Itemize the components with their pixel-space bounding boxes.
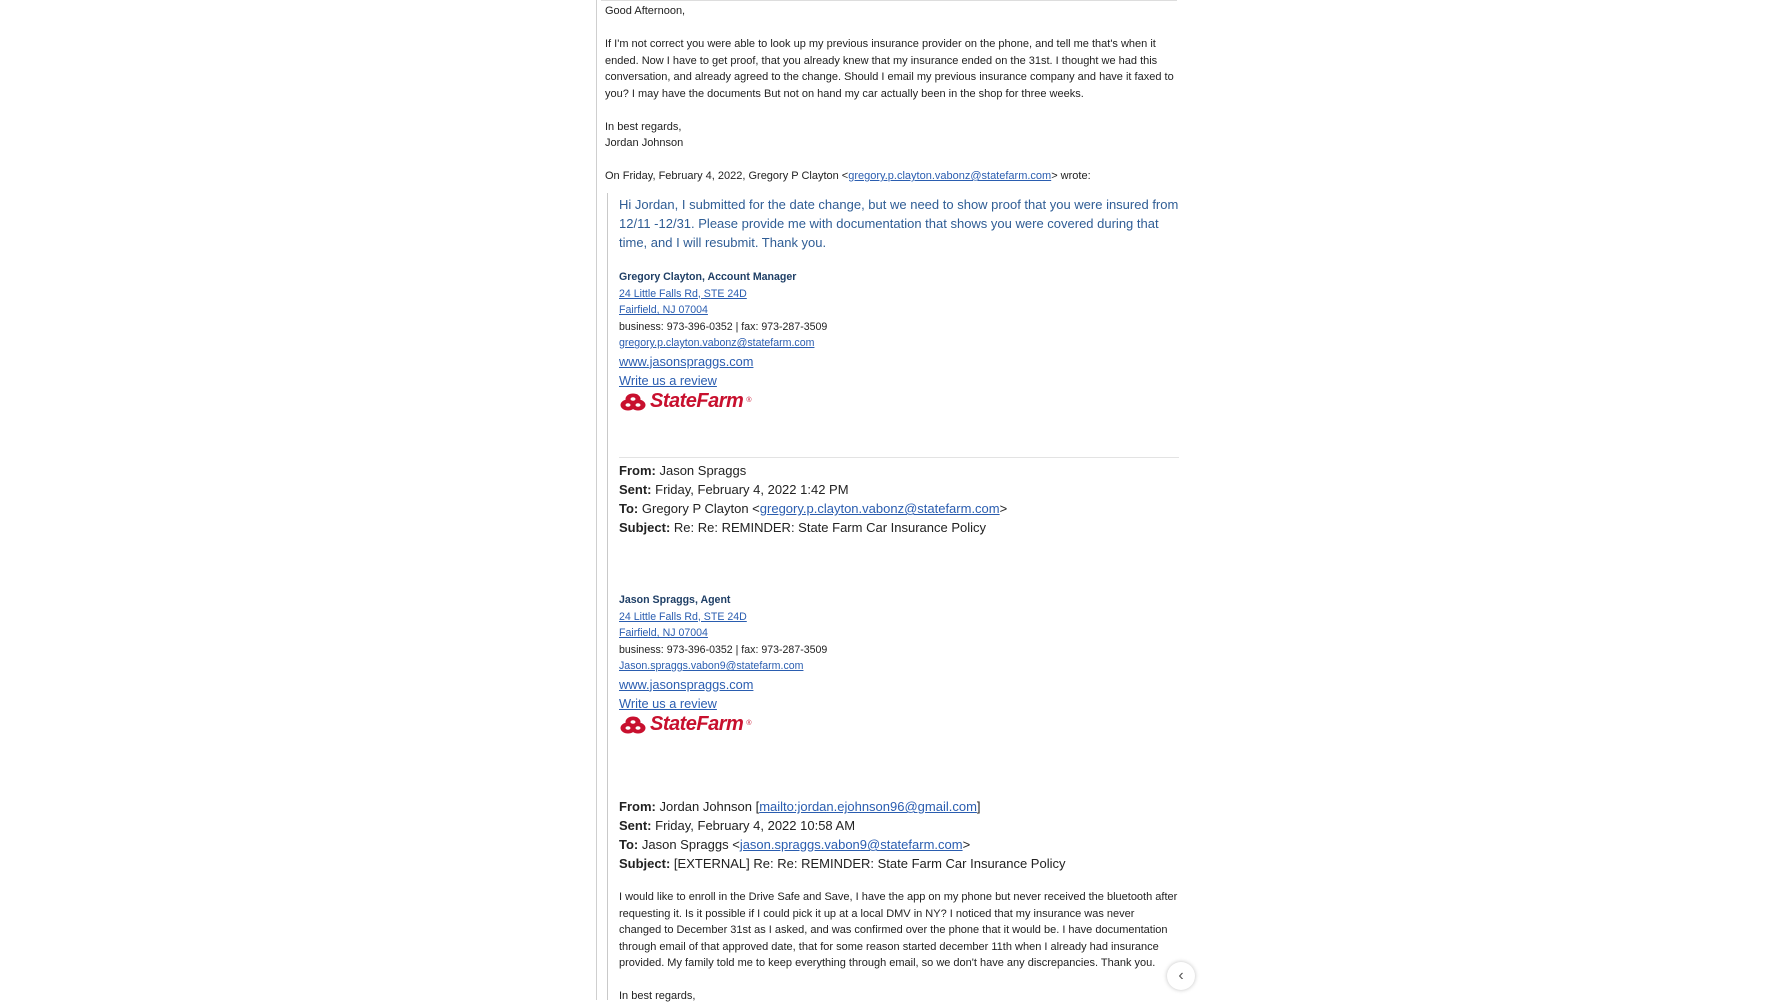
gregory-phones: business: 973-396-0352 | fax: 973-287-3509 bbox=[619, 320, 828, 333]
jason-from-line: From: Jason Spraggs bbox=[619, 463, 747, 478]
header-divider bbox=[619, 457, 1179, 458]
statefarm-logo-text: StateFarm bbox=[650, 713, 744, 736]
chevron-left-icon: ‹ bbox=[1178, 967, 1184, 984]
jason-to-line: To: Gregory P Clayton <gregory.p.clayton.vabonz@statefarm.com> bbox=[619, 501, 1008, 516]
jordan-to-email-link[interactable]: jason.spraggs.vabon9@statefarm.com bbox=[739, 837, 963, 852]
gregory-email-link[interactable]: gregory.p.clayton.vabonz@statefarm.com bbox=[619, 337, 815, 349]
gregory-message bbox=[619, 195, 1179, 416]
wrote-email-link[interactable]: gregory.p.clayton.vabonz@statefarm.com bbox=[848, 170, 1052, 182]
jordan-email-header bbox=[619, 797, 1179, 873]
jason-phones: business: 973-396-0352 | fax: 973-287-3509 bbox=[619, 643, 828, 656]
jordan-original-closing: In best regards, bbox=[619, 990, 696, 1002]
gregory-body: Hi Jordan, I submitted for the date change, but we need to show proof that you were insured from 12/11 -12/31. Please provide me with documentation that shows you were covered during that time, and I will resubmit. Thank you. bbox=[619, 197, 1179, 250]
gregory-address-line1[interactable]: 24 Little Falls Rd, STE 24D bbox=[619, 287, 747, 300]
jordan-from-line: From: Jordan Johnson [mailto:jordan.ejohnson96@gmail.com] bbox=[619, 799, 981, 814]
statefarm-ovals-icon bbox=[619, 393, 647, 411]
top-divider bbox=[601, 0, 1177, 1]
jordan-original-message bbox=[619, 889, 1179, 1005]
collapse-button[interactable] bbox=[1167, 962, 1195, 990]
jason-address-line2[interactable]: Fairfield, NJ 07004 bbox=[619, 627, 708, 639]
wrote-line: On Friday, February 4, 2022, Gregory P Clayton <gregory.p.clayton.vabonz@statefarm.com> wrote: bbox=[605, 170, 1091, 182]
statefarm-logo-text: StateFarm bbox=[650, 390, 744, 413]
statefarm-ovals-icon bbox=[619, 716, 647, 734]
jordan-from-email-link[interactable]: mailto:jordan.ejohnson96@gmail.com bbox=[759, 799, 977, 814]
jason-to-email-link[interactable]: gregory.p.clayton.vabonz@statefarm.com bbox=[759, 501, 1000, 516]
reply-body: If I'm not correct you were able to look up my previous insurance provider on the phone, and tell me that's when it ended. Now I have to get proof, that you already knew that my insurance ended on the 31st. I thought we had this conversation, and already agreed to the change. Should I email my previous insurance company and have it faxed to you? I may have the documents But not on hand my car actually been in the shop for three weeks. bbox=[605, 38, 1174, 100]
gregory-signature bbox=[619, 269, 1179, 416]
jason-website-link[interactable]: www.jasonspraggs.com bbox=[619, 676, 754, 692]
jordan-to-line: To: Jason Spraggs <jason.spraggs.vabon9@statefarm.com> bbox=[619, 837, 971, 852]
jordan-original-body: I would like to enroll in the Drive Safe and Save, I have the app on my phone but never received the bluetooth after requesting it. Is it possible if I could pick it up at a local DMV in NY? I noticed that my insurance was never changed to December 31st as I asked, and was confirmed over the phone that it would be. I have documentation through email of that approved date, that for some reason started december 11th when I already had insurance provided. My family told me to keep everything through email, so we don't have any discrepancies. Thank you. bbox=[619, 891, 1178, 969]
jason-email-header bbox=[619, 461, 1179, 537]
jason-subject-line: Subject: Re: Re: REMINDER: State Farm Car Insurance Policy bbox=[619, 520, 987, 535]
statefarm-logo: StateFarm ® bbox=[619, 390, 751, 414]
reply-message bbox=[605, 3, 1185, 185]
jason-signature bbox=[619, 592, 1179, 739]
jordan-subject-line: Subject: [EXTERNAL] Re: Re: REMINDER: State Farm Car Insurance Policy bbox=[619, 856, 1066, 871]
jason-address-line1[interactable]: 24 Little Falls Rd, STE 24D bbox=[619, 610, 747, 623]
gregory-address-line2[interactable]: Fairfield, NJ 07004 bbox=[619, 304, 708, 316]
reply-signature-name: Jordan Johnson bbox=[605, 137, 684, 149]
jason-email-link[interactable]: Jason.spraggs.vabon9@statefarm.com bbox=[619, 660, 804, 672]
jason-sig-name: Jason Spraggs, Agent bbox=[619, 594, 731, 606]
statefarm-logo: StateFarm ® bbox=[619, 713, 751, 737]
greeting: Good Afternoon, bbox=[605, 5, 686, 17]
gregory-sig-name: Gregory Clayton, Account Manager bbox=[619, 271, 797, 283]
gregory-website-link[interactable]: www.jasonspraggs.com bbox=[619, 353, 754, 369]
reply-closing: In best regards, bbox=[605, 120, 682, 133]
jordan-sent-line: Sent: Friday, February 4, 2022 10:58 AM bbox=[619, 818, 856, 833]
gregory-review-link[interactable]: Write us a review bbox=[619, 372, 717, 388]
quote-bar bbox=[607, 193, 608, 1000]
jason-sent-line: Sent: Friday, February 4, 2022 1:42 PM bbox=[619, 482, 849, 497]
jason-review-link[interactable]: Write us a review bbox=[619, 695, 717, 711]
